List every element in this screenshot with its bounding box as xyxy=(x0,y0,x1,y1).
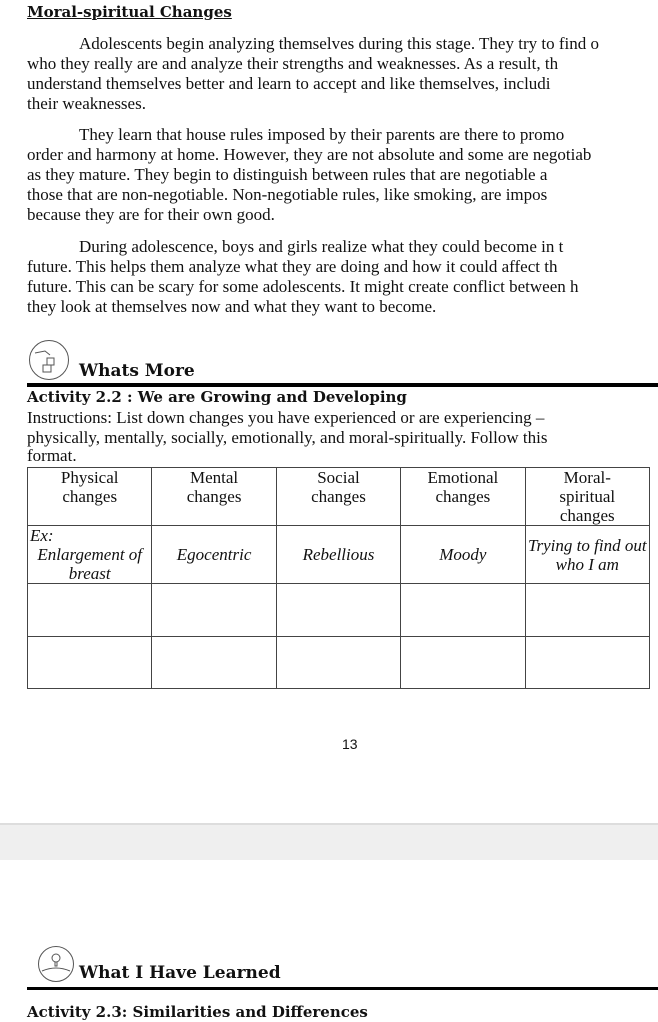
blank-cell[interactable] xyxy=(28,637,152,689)
paragraph-line: who they really are and analyze their strengths and weaknesses. As a result, th xyxy=(27,54,559,73)
instructions-line: Instructions: List down changes you have experienced or are experiencing – xyxy=(27,408,545,427)
instructions-line: physically, mentally, socially, emotionally, and moral-spiritually. Follow this xyxy=(27,428,548,447)
blocks-hand-icon xyxy=(29,340,69,380)
example-moral: Trying to find out who I am xyxy=(525,526,649,584)
what-i-have-learned-title: What I Have Learned xyxy=(79,963,281,983)
activity-title: Activity 2.3: Similarities and Differences xyxy=(27,1003,368,1021)
header-mental: Mental changes xyxy=(152,468,276,526)
lightbulb-hand-icon xyxy=(38,946,74,982)
header-social: Social changes xyxy=(276,468,400,526)
section-divider xyxy=(27,987,658,990)
paragraph-line: their weaknesses. xyxy=(27,94,146,113)
instructions-line: format. xyxy=(27,446,77,465)
paragraph-line: future. This can be scary for some adolescents. It might create conflict between h xyxy=(27,277,579,296)
blank-cell[interactable] xyxy=(28,584,152,637)
paragraph-line: because they are for their own good. xyxy=(27,205,275,224)
paragraph-line: as they mature. They begin to distinguish between rules that are negotiable a xyxy=(27,165,548,184)
blank-cell[interactable] xyxy=(276,584,400,637)
example-social: Rebellious xyxy=(276,526,400,584)
changes-table xyxy=(27,467,650,689)
example-physical: Ex: Enlargement of breast xyxy=(28,526,152,584)
header-moral-spiritual: Moral- spiritual changes xyxy=(525,468,649,526)
blank-cell[interactable] xyxy=(525,584,649,637)
table-row-blank xyxy=(28,637,650,689)
whats-more-title: Whats More xyxy=(79,361,195,381)
paragraph-line: understand themselves better and learn to accept and like themselves, includi xyxy=(27,74,551,93)
blank-cell[interactable] xyxy=(276,637,400,689)
header-emotional: Emotional changes xyxy=(401,468,525,526)
section-heading: Moral-spiritual Changes xyxy=(27,3,232,21)
example-emotional: Moody xyxy=(401,526,525,584)
table-row-blank xyxy=(28,584,650,637)
blank-cell[interactable] xyxy=(401,637,525,689)
section-divider xyxy=(27,383,658,387)
blank-cell[interactable] xyxy=(525,637,649,689)
paragraph-line: order and harmony at home. However, they are not absolute and some are negotiab xyxy=(27,145,592,164)
paragraph-line: Adolescents begin analyzing themselves during this stage. They try to find o xyxy=(79,34,599,53)
page-number: 13 xyxy=(342,736,358,752)
paragraph-line: future. This helps them analyze what they are doing and how it could affect th xyxy=(27,257,558,276)
header-physical: Physical changes xyxy=(28,468,152,526)
page-break xyxy=(0,823,658,860)
blank-cell[interactable] xyxy=(401,584,525,637)
table-header-row xyxy=(28,468,650,526)
activity-title: Activity 2.2 : We are Growing and Developing xyxy=(27,388,407,406)
table-row-example xyxy=(28,526,650,584)
blank-cell[interactable] xyxy=(152,637,276,689)
paragraph-line: During adolescence, boys and girls realize what they could become in t xyxy=(79,237,564,256)
paragraph-line: they look at themselves now and what they want to become. xyxy=(27,297,437,316)
paragraph-line: those that are non-negotiable. Non-negotiable rules, like smoking, are impos xyxy=(27,185,548,204)
paragraph-line: They learn that house rules imposed by their parents are there to promo xyxy=(79,125,565,144)
blank-cell[interactable] xyxy=(152,584,276,637)
example-mental: Egocentric xyxy=(152,526,276,584)
